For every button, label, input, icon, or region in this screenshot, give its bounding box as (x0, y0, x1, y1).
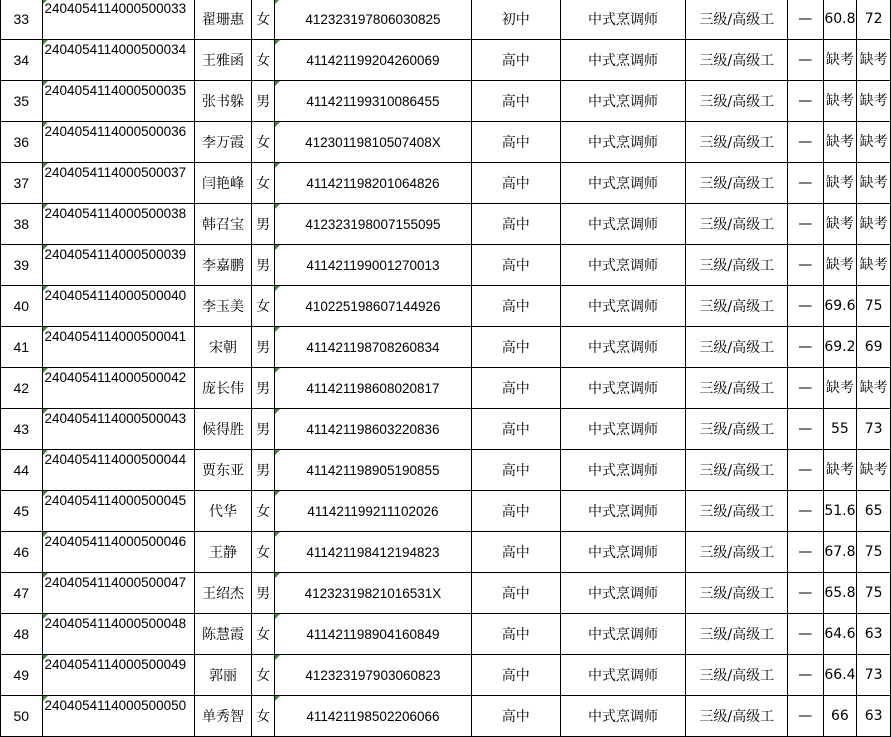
level-cell[interactable]: 三级/高级工 (686, 409, 788, 450)
education-cell[interactable]: 高中 (471, 491, 560, 532)
dash-cell[interactable]: — (787, 532, 823, 573)
skill-score-cell[interactable]: 缺考 (857, 81, 891, 122)
education-cell[interactable]: 高中 (471, 245, 560, 286)
occupation-cell[interactable]: 中式烹调师 (560, 40, 686, 81)
occupation-cell[interactable]: 中式烹调师 (560, 327, 686, 368)
education-cell[interactable]: 高中 (471, 655, 560, 696)
level-cell[interactable]: 三级/高级工 (686, 696, 788, 737)
table-row (1, 614, 891, 655)
occupation-cell[interactable]: 中式烹调师 (560, 696, 686, 737)
id-number-cell[interactable]: 411421199310086455 (274, 81, 471, 122)
level-cell[interactable]: 三级/高级工 (686, 122, 788, 163)
serial-number-cell[interactable]: 2404054114000500047 (42, 573, 194, 614)
occupation-cell[interactable]: 中式烹调师 (560, 286, 686, 327)
education-cell[interactable]: 高中 (471, 368, 560, 409)
table-row (1, 450, 891, 491)
row-number-cell[interactable]: 34 (1, 40, 43, 81)
table-row (1, 81, 891, 122)
theory-score-cell[interactable]: 66.4 (823, 655, 857, 696)
theory-score-cell[interactable]: 缺考 (823, 450, 857, 491)
occupation-cell[interactable]: 中式烹调师 (560, 450, 686, 491)
gender-cell[interactable]: 男 (252, 409, 275, 450)
occupation-cell[interactable]: 中式烹调师 (560, 532, 686, 573)
gender-cell[interactable]: 男 (252, 204, 275, 245)
id-number-cell[interactable]: 411421199211102026 (274, 491, 471, 532)
row-number-cell[interactable]: 33 (1, 0, 43, 40)
theory-score-cell[interactable]: 缺考 (823, 245, 857, 286)
row-number-cell[interactable]: 41 (1, 327, 43, 368)
name-cell[interactable]: 宋朝 (194, 327, 251, 368)
dash-cell[interactable]: — (787, 655, 823, 696)
serial-number-cell[interactable]: 2404054114000500049 (42, 655, 194, 696)
dash-cell[interactable]: — (787, 163, 823, 204)
serial-number-cell[interactable]: 2404054114000500046 (42, 532, 194, 573)
row-number-cell[interactable]: 38 (1, 204, 43, 245)
theory-score-cell[interactable]: 缺考 (823, 122, 857, 163)
skill-score-cell[interactable]: 75 (857, 286, 891, 327)
gender-cell[interactable]: 男 (252, 450, 275, 491)
table-row (1, 245, 891, 286)
table-row (1, 655, 891, 696)
name-cell[interactable]: 王静 (194, 532, 251, 573)
id-number-cell[interactable]: 412323198007155095 (274, 204, 471, 245)
dash-cell[interactable]: — (787, 81, 823, 122)
theory-score-cell[interactable]: 缺考 (823, 81, 857, 122)
gender-cell[interactable]: 女 (252, 0, 275, 40)
serial-number-cell[interactable]: 2404054114000500050 (42, 696, 194, 737)
skill-score-cell[interactable]: 缺考 (857, 245, 891, 286)
id-number-cell[interactable]: 411421198502206066 (274, 696, 471, 737)
serial-number-cell[interactable]: 2404054114000500044 (42, 450, 194, 491)
skill-score-cell[interactable]: 缺考 (857, 450, 891, 491)
name-cell[interactable]: 李嘉鹏 (194, 245, 251, 286)
id-number-cell[interactable]: 411421198603220836 (274, 409, 471, 450)
id-number-cell[interactable]: 411421198905190855 (274, 450, 471, 491)
level-cell[interactable]: 三级/高级工 (686, 368, 788, 409)
theory-score-cell[interactable]: 64.6 (823, 614, 857, 655)
gender-cell[interactable]: 女 (252, 122, 275, 163)
serial-number-cell[interactable]: 2404054114000500035 (42, 81, 194, 122)
skill-score-cell[interactable]: 73 (857, 409, 891, 450)
level-cell[interactable]: 三级/高级工 (686, 532, 788, 573)
theory-score-cell[interactable]: 51.6 (823, 491, 857, 532)
theory-score-cell[interactable]: 69.6 (823, 286, 857, 327)
table-row (1, 409, 891, 450)
name-cell[interactable]: 李玉美 (194, 286, 251, 327)
row-number-cell[interactable]: 44 (1, 450, 43, 491)
row-number-cell[interactable]: 43 (1, 409, 43, 450)
id-number-cell[interactable]: 41232319821016531X (274, 573, 471, 614)
dash-cell[interactable]: — (787, 327, 823, 368)
skill-score-cell[interactable]: 缺考 (857, 204, 891, 245)
education-cell[interactable]: 高中 (471, 450, 560, 491)
serial-number-cell[interactable]: 2404054114000500045 (42, 491, 194, 532)
dash-cell[interactable]: — (787, 245, 823, 286)
theory-score-cell[interactable]: 60.8 (823, 0, 857, 40)
id-number-cell[interactable]: 411421198412194823 (274, 532, 471, 573)
theory-score-cell[interactable]: 缺考 (823, 163, 857, 204)
row-number-cell[interactable]: 50 (1, 696, 43, 737)
gender-cell[interactable]: 女 (252, 696, 275, 737)
occupation-cell[interactable]: 中式烹调师 (560, 163, 686, 204)
occupation-cell[interactable]: 中式烹调师 (560, 0, 686, 40)
skill-score-cell[interactable]: 缺考 (857, 122, 891, 163)
education-cell[interactable]: 高中 (471, 286, 560, 327)
serial-number-cell[interactable]: 2404054114000500040 (42, 286, 194, 327)
skill-score-cell[interactable]: 63 (857, 696, 891, 737)
gender-cell[interactable]: 男 (252, 327, 275, 368)
skill-score-cell[interactable]: 65 (857, 491, 891, 532)
name-cell[interactable]: 陈慧霞 (194, 614, 251, 655)
education-cell[interactable]: 初中 (471, 0, 560, 40)
skill-score-cell[interactable]: 63 (857, 614, 891, 655)
theory-score-cell[interactable]: 55 (823, 409, 857, 450)
level-cell[interactable]: 三级/高级工 (686, 491, 788, 532)
occupation-cell[interactable]: 中式烹调师 (560, 81, 686, 122)
table-row (1, 532, 891, 573)
name-cell[interactable]: 王雅函 (194, 40, 251, 81)
education-cell[interactable]: 高中 (471, 81, 560, 122)
gender-cell[interactable]: 女 (252, 614, 275, 655)
name-cell[interactable]: 闫艳峰 (194, 163, 251, 204)
serial-number-cell[interactable]: 2404054114000500048 (42, 614, 194, 655)
table-row (1, 491, 891, 532)
level-cell[interactable]: 三级/高级工 (686, 204, 788, 245)
row-number-cell[interactable]: 37 (1, 163, 43, 204)
level-cell[interactable]: 三级/高级工 (686, 0, 788, 40)
level-cell[interactable]: 三级/高级工 (686, 450, 788, 491)
skill-score-cell[interactable]: 缺考 (857, 368, 891, 409)
table-row (1, 40, 891, 81)
name-cell[interactable]: 李万霞 (194, 122, 251, 163)
id-number-cell[interactable]: 412323197806030825 (274, 0, 471, 40)
education-cell[interactable]: 高中 (471, 532, 560, 573)
serial-number-cell[interactable]: 2404054114000500037 (42, 163, 194, 204)
gender-cell[interactable]: 男 (252, 573, 275, 614)
dash-cell[interactable]: — (787, 696, 823, 737)
table-row (1, 327, 891, 368)
level-cell[interactable]: 三级/高级工 (686, 81, 788, 122)
id-number-cell[interactable]: 411421199204260069 (274, 40, 471, 81)
name-cell[interactable]: 贾东亚 (194, 450, 251, 491)
theory-score-cell[interactable]: 67.8 (823, 532, 857, 573)
dash-cell[interactable]: — (787, 40, 823, 81)
table-row (1, 368, 891, 409)
occupation-cell[interactable]: 中式烹调师 (560, 491, 686, 532)
id-number-cell[interactable]: 411421199001270013 (274, 245, 471, 286)
dash-cell[interactable]: — (787, 491, 823, 532)
table-row (1, 163, 891, 204)
table-row (1, 122, 891, 163)
row-number-cell[interactable]: 48 (1, 614, 43, 655)
occupation-cell[interactable]: 中式烹调师 (560, 122, 686, 163)
skill-score-cell[interactable]: 73 (857, 655, 891, 696)
row-number-cell[interactable]: 45 (1, 491, 43, 532)
serial-number-cell[interactable]: 2404054114000500042 (42, 368, 194, 409)
education-cell[interactable]: 高中 (471, 696, 560, 737)
name-cell[interactable]: 王绍杰 (194, 573, 251, 614)
level-cell[interactable]: 三级/高级工 (686, 573, 788, 614)
occupation-cell[interactable]: 中式烹调师 (560, 204, 686, 245)
table-body (1, 0, 891, 737)
education-cell[interactable]: 高中 (471, 614, 560, 655)
level-cell[interactable]: 三级/高级工 (686, 286, 788, 327)
name-cell[interactable]: 韩召宝 (194, 204, 251, 245)
gender-cell[interactable]: 女 (252, 655, 275, 696)
gender-cell[interactable]: 女 (252, 286, 275, 327)
name-cell[interactable]: 候得胜 (194, 409, 251, 450)
dash-cell[interactable]: — (787, 0, 823, 40)
education-cell[interactable]: 高中 (471, 327, 560, 368)
dash-cell[interactable]: — (787, 573, 823, 614)
serial-number-cell[interactable]: 2404054114000500041 (42, 327, 194, 368)
dash-cell[interactable]: — (787, 122, 823, 163)
id-number-cell[interactable]: 412323197903060823 (274, 655, 471, 696)
row-number-cell[interactable]: 39 (1, 245, 43, 286)
row-number-cell[interactable]: 46 (1, 532, 43, 573)
name-cell[interactable]: 张书躲 (194, 81, 251, 122)
level-cell[interactable]: 三级/高级工 (686, 40, 788, 81)
occupation-cell[interactable]: 中式烹调师 (560, 573, 686, 614)
education-cell[interactable]: 高中 (471, 204, 560, 245)
skill-score-cell[interactable]: 75 (857, 532, 891, 573)
theory-score-cell[interactable]: 65.8 (823, 573, 857, 614)
table-row (1, 0, 891, 40)
gender-cell[interactable]: 女 (252, 532, 275, 573)
table-row (1, 696, 891, 737)
education-cell[interactable]: 高中 (471, 409, 560, 450)
education-cell[interactable]: 高中 (471, 163, 560, 204)
name-cell[interactable]: 庞长伟 (194, 368, 251, 409)
dash-cell[interactable]: — (787, 450, 823, 491)
id-number-cell[interactable]: 41230119810507408X (274, 122, 471, 163)
gender-cell[interactable]: 男 (252, 245, 275, 286)
gender-cell[interactable]: 男 (252, 81, 275, 122)
table-row (1, 204, 891, 245)
gender-cell[interactable]: 女 (252, 491, 275, 532)
occupation-cell[interactable]: 中式烹调师 (560, 655, 686, 696)
education-cell[interactable]: 高中 (471, 40, 560, 81)
name-cell[interactable]: 代华 (194, 491, 251, 532)
theory-score-cell[interactable]: 缺考 (823, 40, 857, 81)
serial-number-cell[interactable]: 2404054114000500043 (42, 409, 194, 450)
theory-score-cell[interactable]: 缺考 (823, 368, 857, 409)
row-number-cell[interactable]: 42 (1, 368, 43, 409)
table-row (1, 286, 891, 327)
occupation-cell[interactable]: 中式烹调师 (560, 368, 686, 409)
level-cell[interactable]: 三级/高级工 (686, 163, 788, 204)
name-cell[interactable]: 翟珊惠 (194, 0, 251, 40)
dash-cell[interactable]: — (787, 368, 823, 409)
dash-cell[interactable]: — (787, 286, 823, 327)
dash-cell[interactable]: — (787, 614, 823, 655)
row-number-cell[interactable]: 36 (1, 122, 43, 163)
name-cell[interactable]: 单秀智 (194, 696, 251, 737)
gender-cell[interactable]: 女 (252, 40, 275, 81)
skill-score-cell[interactable]: 缺考 (857, 163, 891, 204)
row-number-cell[interactable]: 49 (1, 655, 43, 696)
level-cell[interactable]: 三级/高级工 (686, 327, 788, 368)
serial-number-cell[interactable]: 2404054114000500039 (42, 245, 194, 286)
level-cell[interactable]: 三级/高级工 (686, 245, 788, 286)
name-cell[interactable]: 郭丽 (194, 655, 251, 696)
table-row (1, 573, 891, 614)
id-number-cell[interactable]: 411421198201064826 (274, 163, 471, 204)
occupation-cell[interactable]: 中式烹调师 (560, 409, 686, 450)
theory-score-cell[interactable]: 缺考 (823, 204, 857, 245)
gender-cell[interactable]: 女 (252, 163, 275, 204)
gender-cell[interactable]: 男 (252, 368, 275, 409)
level-cell[interactable]: 三级/高级工 (686, 614, 788, 655)
serial-number-cell[interactable]: 2404054114000500033 (42, 0, 194, 40)
skill-score-cell[interactable]: 69 (857, 327, 891, 368)
theory-score-cell[interactable]: 66 (823, 696, 857, 737)
id-number-cell[interactable]: 411421198904160849 (274, 614, 471, 655)
id-number-cell[interactable]: 411421198708260834 (274, 327, 471, 368)
serial-number-cell[interactable]: 2404054114000500034 (42, 40, 194, 81)
id-number-cell[interactable]: 411421198608020817 (274, 368, 471, 409)
occupation-cell[interactable]: 中式烹调师 (560, 245, 686, 286)
education-cell[interactable]: 高中 (471, 573, 560, 614)
id-number-cell[interactable]: 410225198607144926 (274, 286, 471, 327)
row-number-cell[interactable]: 35 (1, 81, 43, 122)
row-number-cell[interactable]: 47 (1, 573, 43, 614)
row-number-cell[interactable]: 40 (1, 286, 43, 327)
education-cell[interactable]: 高中 (471, 122, 560, 163)
serial-number-cell[interactable]: 2404054114000500038 (42, 204, 194, 245)
dash-cell[interactable]: — (787, 204, 823, 245)
theory-score-cell[interactable]: 69.2 (823, 327, 857, 368)
serial-number-cell[interactable]: 2404054114000500036 (42, 122, 194, 163)
dash-cell[interactable]: — (787, 409, 823, 450)
skill-score-cell[interactable]: 75 (857, 573, 891, 614)
level-cell[interactable]: 三级/高级工 (686, 655, 788, 696)
occupation-cell[interactable]: 中式烹调师 (560, 614, 686, 655)
skill-score-cell[interactable]: 缺考 (857, 40, 891, 81)
skill-score-cell[interactable]: 72 (857, 0, 891, 40)
